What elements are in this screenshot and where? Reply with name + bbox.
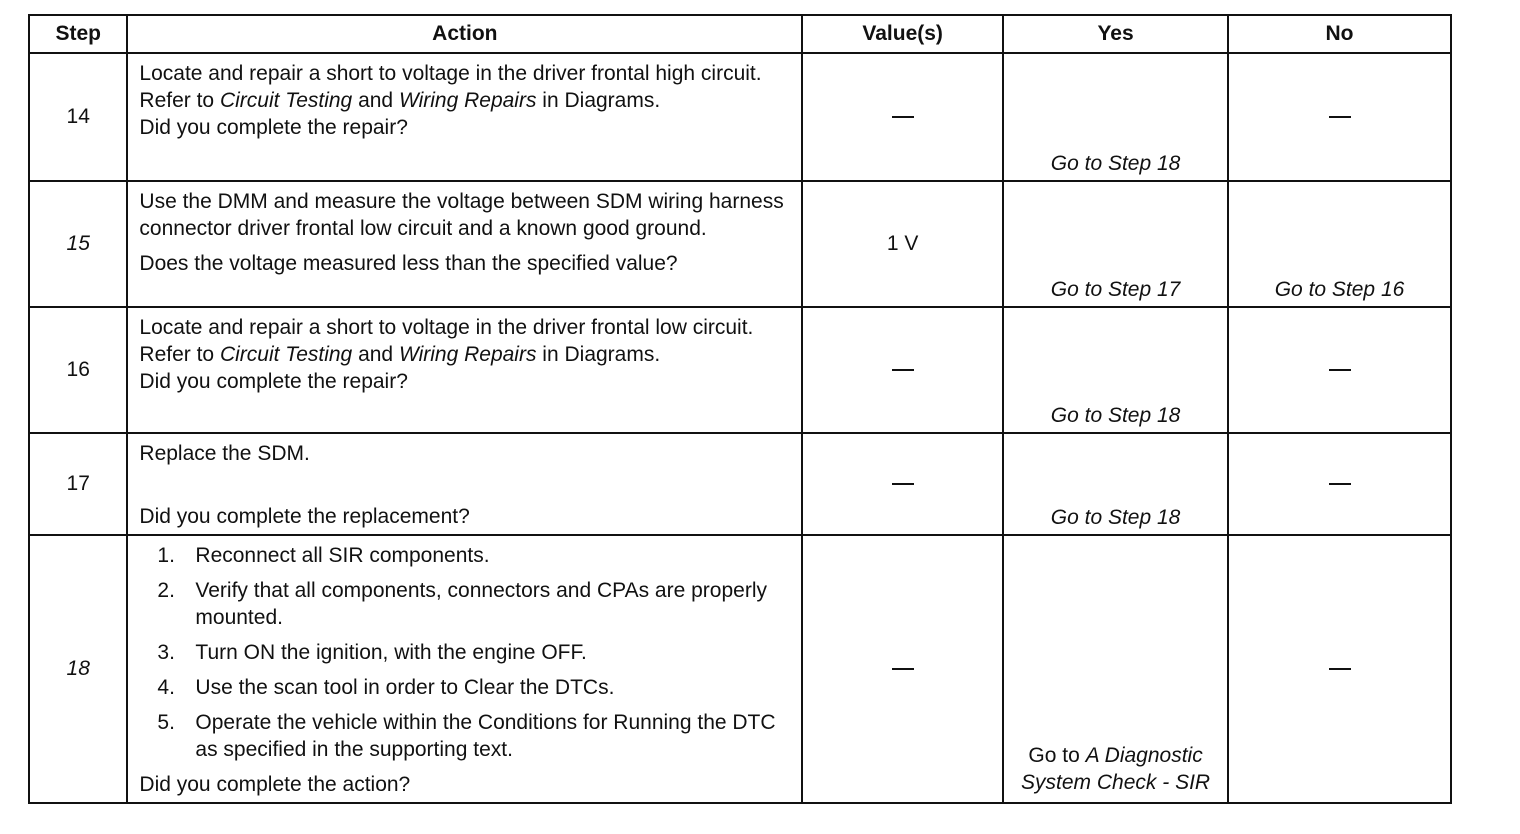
header-values: Value(s) <box>802 15 1003 53</box>
no-link[interactable]: Go to Step 16 <box>1228 181 1451 307</box>
no-dash <box>1329 116 1351 118</box>
header-action: Action <box>127 15 802 53</box>
value-cell <box>802 53 1003 181</box>
step-number: 15 <box>29 181 127 307</box>
no-cell <box>1228 535 1451 803</box>
list-item: 3. Turn ON the ignition, with the engine OFF. <box>157 641 587 664</box>
value-dash <box>892 116 914 118</box>
value-dash <box>892 369 914 371</box>
list-item: 5. Operate the vehicle within the Conditions for Running the DTC as specified in the supporting text. <box>157 711 776 761</box>
list-item: 4. Use the scan tool in order to Clear the DTCs. <box>157 676 615 699</box>
circuit-testing-reference[interactable]: Circuit Testing <box>219 343 353 366</box>
no-cell <box>1228 53 1451 181</box>
no-dash <box>1329 668 1351 670</box>
table-row <box>29 307 1451 433</box>
yes-link[interactable]: Go to Step 18 <box>1003 307 1228 433</box>
procedure-list <box>139 542 791 763</box>
action-text: Locate and repair a short to voltage in the driver frontal low circuit. Refer to Circuit Testing and Wiring Repairs in Diagrams. <box>139 316 754 366</box>
header-no: No <box>1228 15 1451 53</box>
table-row <box>29 181 1451 307</box>
yes-link[interactable]: Go to Step 18 <box>1003 433 1228 535</box>
table-row <box>29 53 1451 181</box>
step-number: 17 <box>29 433 127 535</box>
action-cell <box>127 53 802 181</box>
action-cell <box>127 535 802 803</box>
no-cell <box>1228 433 1451 535</box>
action-question: Did you complete the replacement? <box>139 505 470 528</box>
action-text: Use the DMM and measure the voltage between SDM wiring harness connector driver frontal low circuit and a known good ground. <box>139 190 784 240</box>
no-cell <box>1228 307 1451 433</box>
action-text: Replace the SDM. <box>139 442 310 465</box>
table-row <box>29 433 1451 535</box>
circuit-testing-reference[interactable]: Circuit Testing <box>219 89 353 112</box>
action-cell <box>127 181 802 307</box>
action-cell <box>127 307 802 433</box>
action-question: Did you complete the repair? <box>139 116 408 139</box>
value-cell <box>802 307 1003 433</box>
action-text: Locate and repair a short to voltage in the driver frontal high circuit. Refer to Circuit Testing and Wiring Repairs in Diagrams. <box>139 62 762 112</box>
no-dash <box>1329 483 1351 485</box>
diagnostic-table <box>28 14 1452 804</box>
value-dash <box>892 483 914 485</box>
yes-link[interactable]: Go to Step 18 <box>1003 53 1228 181</box>
list-item: 1. Reconnect all SIR components. <box>157 544 490 567</box>
value-cell <box>802 433 1003 535</box>
step-number: 16 <box>29 307 127 433</box>
step-number: 14 <box>29 53 127 181</box>
action-question: Does the voltage measured less than the specified value? <box>139 252 678 275</box>
no-dash <box>1329 369 1351 371</box>
value-cell <box>802 535 1003 803</box>
yes-link[interactable]: Go to A Diagnostic System Check - SIR <box>1021 744 1211 794</box>
action-question: Did you complete the action? <box>139 773 411 796</box>
action-question: Did you complete the repair? <box>139 370 408 393</box>
list-item: 2. Verify that all components, connectors and CPAs are properly mounted. <box>157 579 767 629</box>
table-row <box>29 535 1451 803</box>
value-dash <box>892 668 914 670</box>
wiring-repairs-reference[interactable]: Wiring Repairs <box>398 89 537 112</box>
value-cell: 1 V <box>802 181 1003 307</box>
yes-link[interactable]: Go to Step 17 <box>1003 181 1228 307</box>
wiring-repairs-reference[interactable]: Wiring Repairs <box>398 343 537 366</box>
header-row <box>29 15 1451 53</box>
header-step: Step <box>29 15 127 53</box>
step-number: 18 <box>29 535 127 803</box>
action-cell <box>127 433 802 535</box>
yes-cell <box>1003 535 1228 803</box>
header-yes: Yes <box>1003 15 1228 53</box>
